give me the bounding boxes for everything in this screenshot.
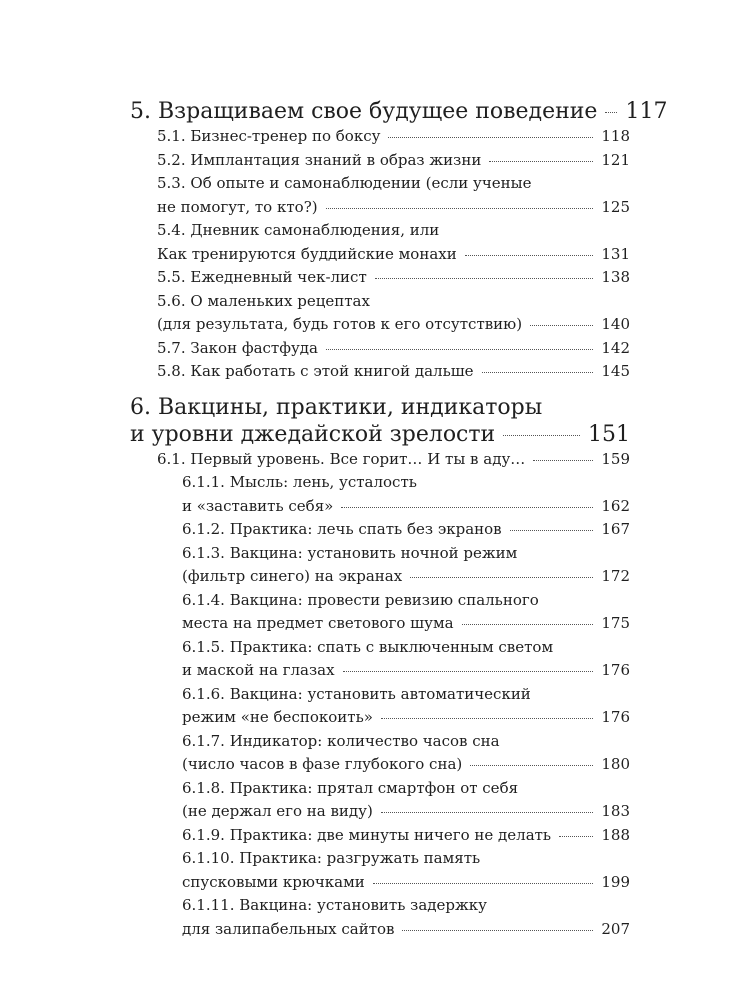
chapter-6-heading xyxy=(130,394,630,448)
toc-entry-6-1-10: 6.1.10. Практика: разгружать память спусковыми крючками 199 xyxy=(182,849,630,891)
dot-leader xyxy=(341,507,593,508)
toc-entry-6-1-7: 6.1.7. Индикатор: количество часов сна (число часов в фазе глубокого сна) 180 xyxy=(182,731,630,773)
dot-leader xyxy=(343,671,594,672)
toc-entry-6-1-6: 6.1.6. Вакцина: установить автоматический режим «не беспокоить» 176 xyxy=(182,684,630,726)
dot-leader xyxy=(402,930,593,931)
chapter-5-heading xyxy=(130,98,668,125)
chapter-5-page: 117 xyxy=(625,99,668,124)
dot-leader xyxy=(533,460,593,461)
toc-entry-6-1-1: 6.1.1. Мысль: лень, усталость и «заставить себя» 162 xyxy=(182,473,630,515)
dot-leader xyxy=(465,255,594,256)
toc-entry-5-1: 5.1. Бизнес-тренер по боксу 118 xyxy=(157,127,630,145)
toc-entry-6-1-3: 6.1.3. Вакцина: установить ночной режим (фильтр синего) на экранах 172 xyxy=(182,543,630,585)
dot-leader xyxy=(470,765,593,766)
dot-leader xyxy=(381,812,594,813)
dot-leader xyxy=(373,883,594,884)
dot-leader xyxy=(375,278,594,279)
toc-entry-5-8: 5.8. Как работать с этой книгой дальше 145 xyxy=(157,362,630,380)
dot-leader xyxy=(559,836,593,837)
dot-leader xyxy=(489,161,593,162)
toc-entry-6-1-4: 6.1.4. Вакцина: провести ревизию спального места на предмет светового шума 175 xyxy=(182,590,630,632)
dot-leader xyxy=(381,718,593,719)
chapter-6-page: 151 xyxy=(588,421,630,447)
toc-entry-6-1-11: 6.1.11. Вакцина: установить задержку для залипабельных сайтов 207 xyxy=(182,896,630,938)
toc-entry-6-1-8: 6.1.8. Практика: прятал смартфон от себя (не держал его на виду) 183 xyxy=(182,778,630,820)
dot-leader xyxy=(462,624,594,625)
toc-entry-5-2: 5.2. Имплантация знаний в образ жизни 121 xyxy=(157,150,630,169)
table-of-contents xyxy=(130,98,668,941)
dot-leader xyxy=(503,435,580,436)
dot-leader xyxy=(510,530,594,531)
dot-leader xyxy=(410,577,593,578)
dot-leader xyxy=(388,137,593,138)
dot-leader xyxy=(530,325,593,326)
chapter-6-title-line-1: 6. Вакцины, практики, индикаторы xyxy=(130,394,543,420)
toc-entry-5-6: 5.6. О маленьких рецептах (для результата, будь готов к его отсутствию) 140 xyxy=(157,291,630,333)
toc-entry-5-7: 5.7. Закон фастфуда 142 xyxy=(157,338,630,357)
dot-leader xyxy=(326,208,594,209)
toc-entry-5-4: 5.4. Дневник самонаблюдения, или Как тренируются буддийские монахи 131 xyxy=(157,221,630,263)
toc-entry-6-1: 6.1. Первый уровень. Все горит… И ты в аду… 159 xyxy=(157,449,630,468)
chapter-5-title: 5. Взращиваем свое будущее поведение xyxy=(130,99,598,124)
toc-entry-6-1-9: 6.1.9. Практика: две минуты ничего не делать 188 xyxy=(182,825,630,844)
dot-leader xyxy=(326,349,593,350)
toc-entry-5-3: 5.3. Об опыте и самонаблюдении (если ученые не помогут, то кто?) 125 xyxy=(157,174,630,216)
toc-entry-6-1-5: 6.1.5. Практика: спать с выключенным светом и маской на глазах 176 xyxy=(182,637,630,679)
chapter-6-title-line-2: и уровни джедайской зрелости xyxy=(130,421,496,447)
toc-entry-6-1-2: 6.1.2. Практика: лечь спать без экранов 167 xyxy=(182,520,630,538)
dot-leader xyxy=(605,112,617,113)
dot-leader xyxy=(482,372,594,373)
toc-entry-5-5: 5.5. Ежедневный чек-лист 138 xyxy=(157,268,630,286)
